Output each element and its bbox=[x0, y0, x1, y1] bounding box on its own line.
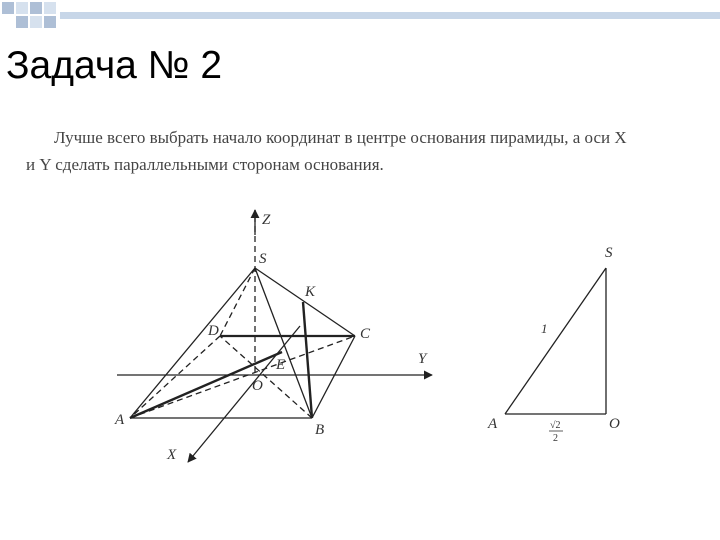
label-x: X bbox=[167, 447, 177, 463]
label-s: S bbox=[259, 251, 267, 267]
pyramid-labels bbox=[114, 212, 428, 463]
edge-da bbox=[130, 336, 220, 418]
slide-title: Задача № 2 bbox=[6, 44, 223, 87]
triangle-label-hyp: 1 bbox=[541, 321, 548, 336]
edge-bc bbox=[312, 336, 355, 418]
edge-sb bbox=[255, 268, 312, 418]
side-as bbox=[505, 268, 606, 414]
label-a: A bbox=[115, 412, 125, 428]
text-line-1: Лучше всего выбрать начало координат в центре основания пирамиды, а оси X bbox=[54, 128, 627, 147]
label-k: K bbox=[305, 284, 316, 300]
segment-bk bbox=[303, 302, 312, 418]
label-z: Z bbox=[262, 212, 271, 228]
triangle-base-denominator: 2 bbox=[553, 433, 558, 444]
triangle-label-a: A bbox=[488, 416, 498, 432]
triangle-label-o: O bbox=[609, 416, 620, 432]
pyramid-figure bbox=[117, 210, 432, 462]
label-b: B bbox=[315, 422, 325, 438]
triangle-figure bbox=[505, 268, 606, 414]
label-d: D bbox=[208, 323, 219, 339]
label-o: O bbox=[252, 378, 263, 394]
triangle-base-numerator: √2 bbox=[550, 420, 561, 431]
edge-sa bbox=[130, 268, 255, 418]
triangle-label-s: S bbox=[605, 245, 613, 261]
label-y: Y bbox=[418, 351, 427, 367]
label-e: E bbox=[276, 357, 286, 373]
edge-sd bbox=[220, 268, 255, 336]
x-axis bbox=[188, 326, 300, 462]
text-line-2: и Y сделать параллельными сторонам основания. bbox=[26, 155, 384, 174]
label-c: C bbox=[360, 326, 371, 342]
